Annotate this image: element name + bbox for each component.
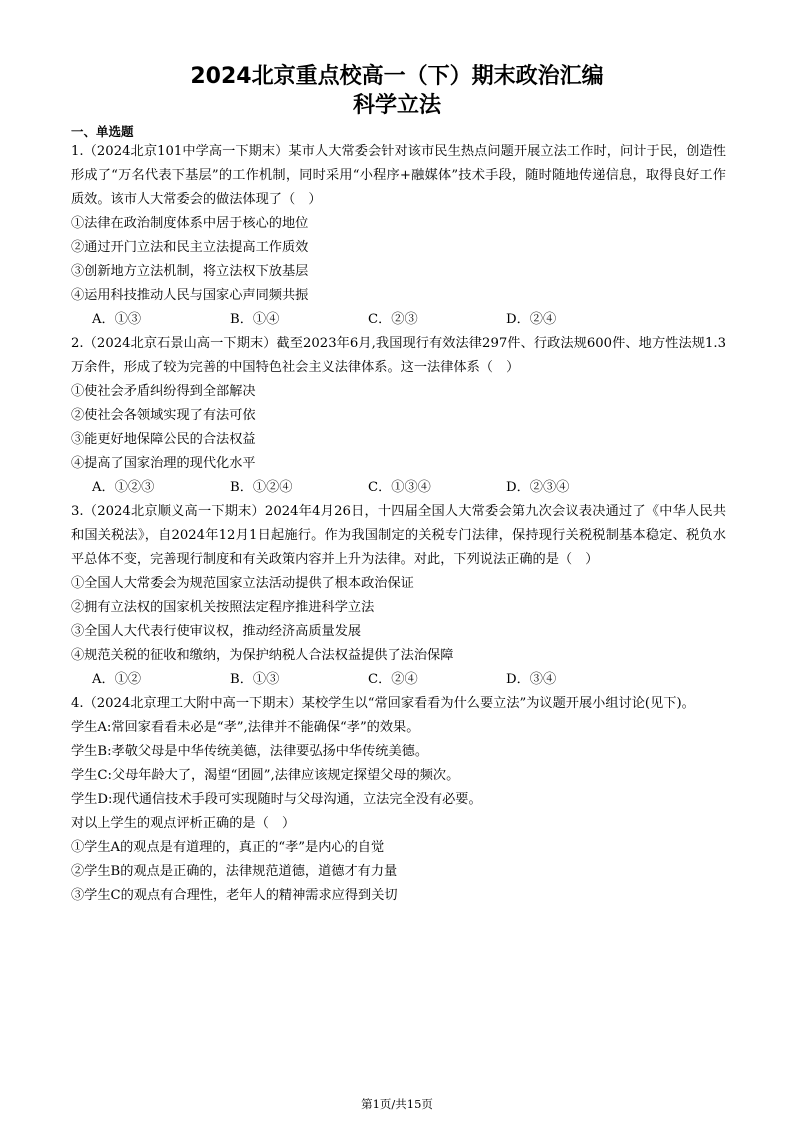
answer-choice-a: A．①③ <box>92 312 142 327</box>
answer-choices <box>71 308 726 332</box>
question-option: ②使社会各领域实现了有法可依 <box>71 408 256 423</box>
question-4 <box>71 692 726 908</box>
question-option: ①学生A的观点是有道理的，真正的“孝”是内心的自觉 <box>71 840 385 855</box>
answer-choice-a: A．①②③ <box>92 480 155 495</box>
answer-choice-a: A．①② <box>92 672 142 687</box>
question-list <box>71 140 726 908</box>
answer-choices <box>71 668 726 692</box>
question-prompt: 对以上学生的观点评析正确的是（ ） <box>71 816 296 831</box>
answer-choice-c: C．②③ <box>368 312 418 327</box>
answer-choice-b: B．①②④ <box>230 480 293 495</box>
answer-choice-c: C．①③④ <box>368 480 431 495</box>
page-number: 第1页/共15页 <box>361 1097 433 1111</box>
question-option: ③能更好地保障公民的合法权益 <box>71 432 256 447</box>
document-subtitle: 科学立法 <box>352 93 441 118</box>
answer-choice-d: D．②④ <box>506 312 557 327</box>
question-1 <box>71 140 726 332</box>
question-option: ②学生B的观点是正确的，法律规范道德，道德才有力量 <box>71 864 398 879</box>
question-option: ②拥有立法权的国家机关按照法定程序推进科学立法 <box>71 600 375 615</box>
document-title: 2024北京重点校高一（下）期末政治汇编 <box>190 64 604 89</box>
question-stem: 1.（2024北京101中学高一下期末）某市人大常委会针对该市民生热点问题开展立法工作时，问计于民，创造性形成了“万名代表下基层”的工作机制，同时采用“小程序+融媒体”技术手段，随时随地传递信息，取得良好工作质效。该市人大常委会的做法体现了（ ） <box>71 144 726 207</box>
section-heading: 一、单选题 <box>71 124 134 139</box>
question-option: ①全国人大常委会为规范国家立法活动提供了根本政治保证 <box>71 576 414 591</box>
answer-choice-b: B．①③ <box>230 672 280 687</box>
question-option: ③全国人大代表行使审议权，推动经济高质量发展 <box>71 624 362 639</box>
student-view-a: 学生A:常回家看看未必是“孝”,法律并不能确保“孝”的效果。 <box>71 720 420 735</box>
student-view-d: 学生D:现代通信技术手段可实现随时与父母沟通，立法完全没有必要。 <box>71 792 482 807</box>
answer-choice-d: D．②③④ <box>506 480 570 495</box>
answer-choice-b: B．①④ <box>230 312 280 327</box>
student-view-c: 学生C:父母年龄大了，渴望“团圆”,法律应该规定探望父母的频次。 <box>71 768 460 783</box>
answer-choice-d: D．③④ <box>506 672 557 687</box>
question-option: ②通过开门立法和民主立法提高工作质效 <box>71 240 309 255</box>
question-stem: 2.（2024北京石景山高一下期末）截至2023年6月,我国现行有效法律297件、行政法规600件、地方性法规1.3万余件，形成了较为完善的中国特色社会主义法律体系。这一法律体系（ ） <box>71 336 726 375</box>
question-2 <box>71 332 726 500</box>
question-option: ③学生C的观点有合理性，老年人的精神需求应得到关切 <box>71 888 398 903</box>
answer-choice-c: C．②④ <box>368 672 418 687</box>
question-option: ①法律在政治制度体系中居于核心的地位 <box>71 216 309 231</box>
question-option: ④运用科技推动人民与国家心声同频共振 <box>71 288 309 303</box>
question-stem: 3.（2024北京顺义高一下期末）2024年4月26日，十四届全国人大常委会第九次会议表决通过了《中华人民共和国关税法》，自2024年12月1日起施行。作为我国制定的关税专门法律，保持现行关税税制基本稳定、税负水平总体不变，完善现行制度和有关政策内容并上升为法律。对此，下列说法正确的是（ ） <box>71 504 726 567</box>
question-option: ④提高了国家治理的现代化水平 <box>71 456 256 471</box>
question-option: ①使社会矛盾纠纷得到全部解决 <box>71 384 256 399</box>
question-3 <box>71 500 726 692</box>
answer-choices <box>71 476 726 500</box>
question-option: ④规范关税的征收和缴纳，为保护纳税人合法权益提供了法治保障 <box>71 648 454 663</box>
student-view-b: 学生B:孝敬父母是中华传统美德，法律要弘扬中华传统美德。 <box>71 744 429 759</box>
question-option: ③创新地方立法机制，将立法权下放基层 <box>71 264 309 279</box>
question-stem: 4.（2024北京理工大附中高一下期末）某校学生以“常回家看看为什么要立法”为议题开展小组讨论(见下)。 <box>71 696 695 711</box>
